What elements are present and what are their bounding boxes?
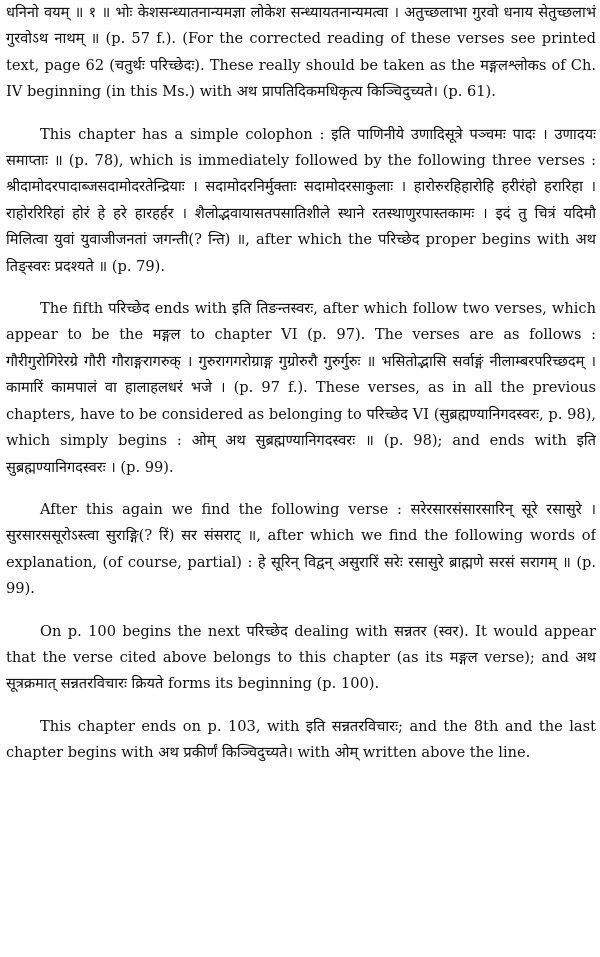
paragraph-verses-ch4: धनिनो वयम् ॥ १ ॥ भोः केशसन्ध्यातनान्यमज्ञा लोकेश सन्ध्यायतनान्यमत्वा । अतुच्छलाभा गुरवो धनाय सेतुच्छलाभं गुरवोऽथ नाथम् ॥ (p. 57 f.). (For the corrected reading of these verses see printed text, page 62 (चतुर्थः परिच्छेदः). These really should be taken as the मङ्गलश्लोकs of Ch. IV beginning (in this Ms.) with अथ प्रापतिदिकमधिकृत्य किञ्चिदुच्यते। (p. 61). (6, 4, 596, 101)
paragraph-verse-explanation: After this again we find the following verse : सरेरसारसंसारसारिन् सूरे रसासुरे । सुरसारससूरोऽस्त्वा सुराङ्गि(? रिं) सर संसराट् ॥, after which we find the following words of explanation, (of course, partial) : हे सूरिन् विद्वन् असुरारिं सरेः रसासुरे ब्राह्मणे सरसं सरागम् ॥ (p. 99). (6, 500, 596, 598)
paragraph-last-chapter: This chapter ends on p. 103, with इति सन्नतरविचारः; and the 8th and the last chapter begins with अथ प्रकीर्णं किञ्चिदुच्यते। with ओम् written above the line. (6, 717, 596, 762)
paragraph-colophon-ch5: This chapter has a simple colophon : इति पाणिनीये उणादिसूत्रे पञ्चमः पादः । उणादयः समाप्ताः ॥ (p. 78), which is immediately followed by the following three verses : श्रीदामोदरपादाब्जसदामोदरतेन्द्रियाः । सदामोदरनिर्मुक्ताः सदामोदरसाकुलाः । हारोरुरहिहारोहि हरीरंहो हरारिहा । राहोररिरिहां होरं हे हरे हारहर्हर । शैलोद्भवायासतपसातिशीले स्थाने रतस्थाणुरपास्तकामः । इदं तु चित्रं यदिमौ मिलित्वा युवां युवाजीजनतां जगन्ती(? न्ति) ॥, after which the परिच्छेद proper begins with अथ तिङ्स्वरः प्रदश्यते ॥ (p. 79). (6, 125, 596, 275)
document-page (6, 0, 596, 957)
paragraph-fifth-parichheda: The fifth परिच्छेद ends with इति तिङन्तस्वरः, after which follow two verses, which appear to be the मङ्गल to chapter VI (p. 97). The verses are as follows : गौरीगुरोगिरेरग्रे गौरी गौराङ्गरागरुक् । गुरुरागगरोग्राङ्ग गुग्रोरुरौ गुरुर्गुरुः ॥ भसितोद्भासि सर्वाङ्गं नीलाम्बरपरिच्छदम् । कामारिं कामपालं वा हालाहलधरं भजे । (p. 97 f.). These verses, as in all the previous chapters, have to be considered as belonging to परिच्छेद VI (सुब्रह्मण्यानिगदस्वरः, p. 98), which simply begins : ओम् अथ सुब्रह्मण्यानिगदस्वरः ॥ (p. 98); and ends with इति सुब्रह्मण्यानिगदस्वरः । (p. 99). (6, 300, 596, 476)
paragraph-sannatara: On p. 100 begins the next परिच्छेद dealing with सन्नतर (स्वर). It would appear that the verse cited above belongs to this chapter (as its मङ्गल verse); and अथ सूत्रक्रमात् सन्नतरविचारः क्रियते forms its beginning (p. 100). (6, 622, 596, 693)
